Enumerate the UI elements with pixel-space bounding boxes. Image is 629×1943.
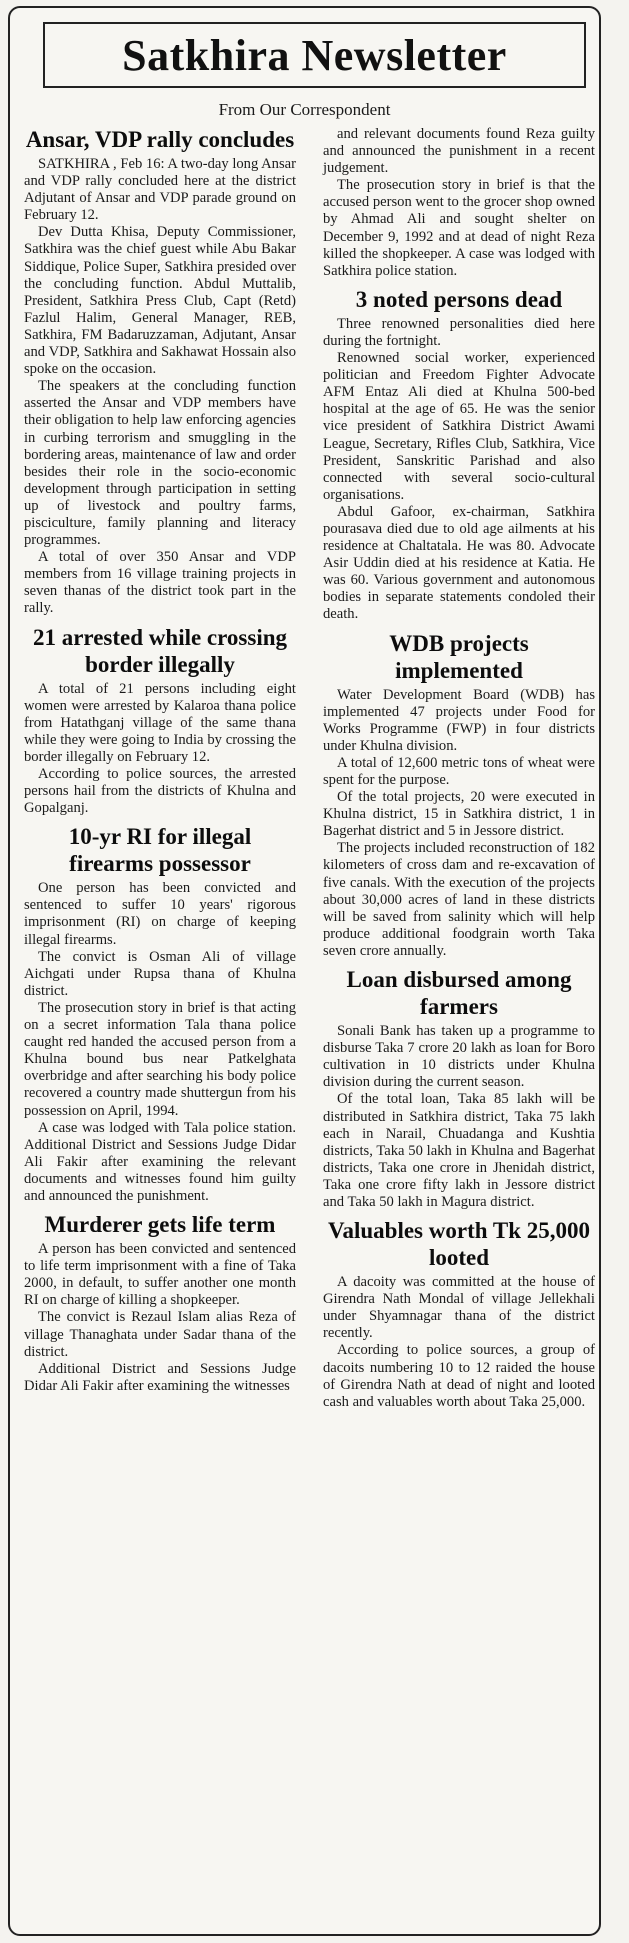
article-paragraph: Water Development Board (WDB) has implemented 47 projects under Food for Works Programme (FWP) in four districts under Khulna division. <box>323 686 595 754</box>
article-paragraph: The prosecution story in brief is that acting on a secret information Tala thana police caught red handed the accused person from a Khulna bound bus near Patkelghata overbridge and after searching his body police recovered a country made shuttergun from his possession on April, 1994. <box>24 999 296 1119</box>
article-paragraph: The prosecution story in brief is that the accused person went to the grocer shop owned by Ahmad Ali and sought shelter on December 9, 1992 and at dead of night Reza killed the shopkeeper. A case was lodged with Satkhira police station. <box>323 177 595 279</box>
article-headline: Murderer gets life term <box>44 1212 276 1238</box>
byline: From Our Correspondent <box>218 100 391 119</box>
article-paragraph: The convict is Rezaul Islam alias Reza of village Thanaghata under Sadar thana of the district. <box>24 1309 296 1360</box>
article <box>24 1211 296 1395</box>
article-paragraph: According to police sources, a group of dacoits numbering 10 to 12 raided the house of Girendra Nath at dead of night and looted cash and valuables worth about Taka 25,000. <box>323 1342 595 1410</box>
article <box>323 630 595 961</box>
article-paragraph: A total of 21 persons including eight women were arrested by Kalaroa thana police from Hatathganj village of the same thana while they were going to India by crossing the border illegally on February 12. <box>24 680 296 765</box>
article <box>24 823 296 1205</box>
article-headline: Valuables worth Tk 25,000 looted <box>327 1218 590 1271</box>
article <box>24 126 296 618</box>
right-column <box>323 126 595 1417</box>
article-paragraph: Dev Dutta Khisa, Deputy Commissioner, Satkhira was the chief guest while Abu Bakar Siddique, Police Super, Satkhira presided over the concluding function. Abdul Muttalib, President, Satkhira Press Club, Capt (Retd) Fazlul Halim, General Manager, REB, Satkhira, FM Badaruzzaman, Adjutant, Ansar and VDP, Satkhira and Sakhawat Hossain also spoke on the occasion. <box>24 224 296 378</box>
article-paragraph: A case was lodged with Tala police station. Additional District and Sessions Judge Didar Ali Fakir after examining the relevant documents and witnesses found him guilty and announced the punishment. <box>24 1119 296 1204</box>
article <box>323 1217 595 1411</box>
article-paragraph: and relevant documents found Reza guilty and announced the punishment in a recent judgement. <box>323 126 595 177</box>
article-paragraph: Of the total loan, Taka 85 lakh will be distributed in Satkhira district, Taka 75 lakh each in Narail, Chuadanga and Kushtia districts, Taka 50 lakh in Khulna and Bagerhat districts, Taka one crore in Jhenidah district, Taka one crore fifty lakh in Jessore district and Taka 50 lakh in Magura district. <box>323 1091 595 1210</box>
newsletter-frame <box>8 6 601 1936</box>
article-headline: 10-yr RI for illegal firearms possessor <box>68 824 252 877</box>
article-paragraph: Sonali Bank has taken up a programme to disburse Taka 7 crore 20 lakh as loan for Boro cultivation in 10 districts under Khulna division during the current season. <box>323 1023 595 1091</box>
article-paragraph: The speakers at the concluding function asserted the Ansar and VDP members have their obligation to help law enforcing agencies in curbing terrorism and smuggling in the bordering areas, maintenance of law and order besides their role in the socio-economic development through participation in setting up of livestock and poultry farms, pisciculture, family planning and literacy programmes. <box>24 378 296 549</box>
article-paragraph: A total of over 350 Ansar and VDP members from 16 village training projects in seven thanas of the district took part in the rally. <box>24 549 296 617</box>
article <box>323 126 595 280</box>
article-paragraph: Of the total projects, 20 were executed in Khulna district, 15 in Satkhira district, 1 in Bagerhat district and 5 in Jessore district. <box>323 789 595 840</box>
article <box>323 286 595 624</box>
article-paragraph: One person has been convicted and sentenced to suffer 10 years' rigorous imprisonment (RI) on charge of keeping illegal firearms. <box>24 880 296 948</box>
article-headline: 3 noted persons dead <box>355 286 563 312</box>
article-headline: WDB projects implemented <box>389 630 529 683</box>
article <box>323 966 595 1211</box>
article-headline: 21 arrested while crossing border illegally <box>32 624 288 677</box>
article-paragraph: SATKHIRA , Feb 16: A two-day long Ansar and VDP rally concluded here at the district Adjutant of Ansar and VDP parade ground on February 12. <box>24 156 296 224</box>
article-paragraph: A person has been convicted and sentenced to life term imprisonment with a fine of Taka 2000, in default, to suffer another one month RI on charge of killing a shopkeeper. <box>24 1241 296 1309</box>
article-paragraph: The projects included reconstruction of 182 kilometers of cross dam and re-excavation of five canals. With the execution of the projects about 30,000 acres of land in these districts will be saved from salinity which will help produce additional foodgrain worth Taka seven crore annually. <box>323 840 595 959</box>
article <box>24 624 296 818</box>
article-paragraph: The convict is Osman Ali of village Aichgati under Rupsa thana of Khulna district. <box>24 948 296 999</box>
article-paragraph: Renowned social worker, experienced politician and Freedom Fighter Advocate AFM Entaz Ali died at Khulna 500-bed hospital at the age of 65. He was the senior vice president of Satkhira District Awami League, Secretary, Rifles Club, Satkhira, Vice President, Sanskritic Parishad and also connected with several socio-cultural organisations. <box>323 350 595 503</box>
article-paragraph: A dacoity was committed at the house of Girendra Nath Mondal of village Jellekhali under Shyamnagar thana of the district recently. <box>323 1274 595 1342</box>
left-column <box>24 126 296 1401</box>
article-paragraph: A total of 12,600 metric tons of wheat were spent for the purpose. <box>323 754 595 788</box>
masthead <box>43 22 586 88</box>
newsletter-title: Satkhira Newsletter <box>122 30 507 80</box>
article-paragraph: Abdul Gafoor, ex-chairman, Satkhira pourasava died due to old age ailments at his residence at Chaltatala. He was 80. Advocate Asir Uddin died at his residence at Katia. He was 60. Various government and autonomous bodies in separate statements condoled their death. <box>323 503 595 623</box>
article-paragraph: Three renowned personalities died here during the fortnight. <box>323 315 595 349</box>
article-paragraph: Additional District and Sessions Judge Didar Ali Fakir after examining the witnesses <box>24 1360 296 1394</box>
article-headline: Loan disbursed among farmers <box>346 967 572 1020</box>
article-paragraph: According to police sources, the arrested persons hail from the districts of Khulna and Gopalganj. <box>24 766 296 817</box>
article-headline: Ansar, VDP rally concludes <box>25 127 295 152</box>
